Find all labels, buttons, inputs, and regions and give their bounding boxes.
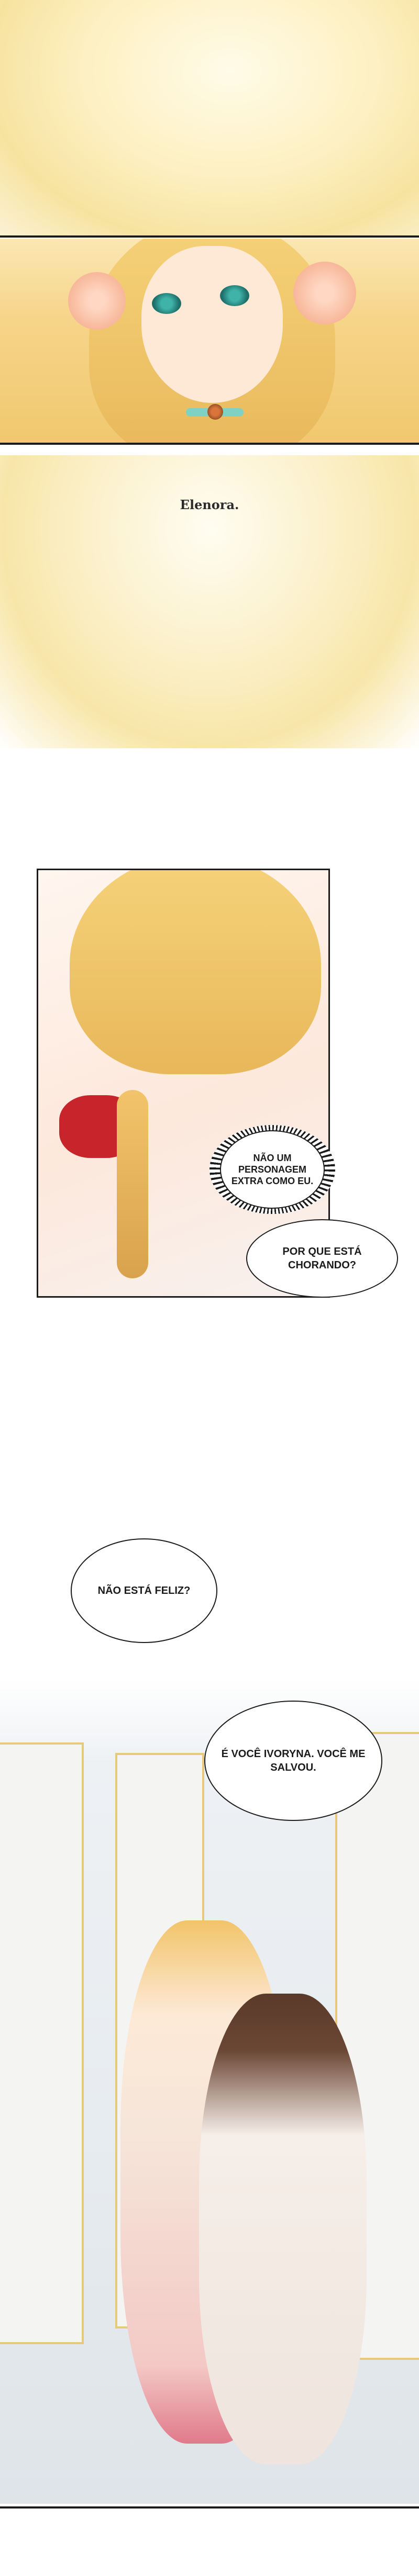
speech-bubble-extra: NÃO UM PERSONAGEM EXTRA COMO EU. bbox=[220, 1130, 325, 1209]
golden-glow-panel bbox=[0, 0, 419, 235]
panel-divider bbox=[0, 235, 419, 238]
face bbox=[141, 246, 283, 403]
brooch bbox=[207, 404, 223, 420]
flower-right bbox=[293, 262, 356, 324]
speech-bubble-saved: É VOCÊ IVORYNA. VOCÊ ME SALVOU. bbox=[204, 1701, 382, 1821]
left-eye bbox=[152, 293, 181, 314]
braid bbox=[117, 1090, 148, 1278]
panel-divider bbox=[0, 443, 419, 445]
caption-text: Elenora. bbox=[180, 497, 239, 512]
speech-bubble-crying: POR QUE ESTÁ CHORANDO? bbox=[246, 1219, 398, 1298]
speech-bubble-happy: NÃO ESTÁ FELIZ? bbox=[71, 1538, 217, 1643]
right-eye bbox=[220, 285, 249, 306]
child-character bbox=[199, 1994, 367, 2465]
maid-hair bbox=[70, 869, 321, 1074]
flower-left bbox=[68, 272, 126, 330]
door-left bbox=[0, 1742, 84, 2344]
panel-divider bbox=[0, 2506, 419, 2508]
